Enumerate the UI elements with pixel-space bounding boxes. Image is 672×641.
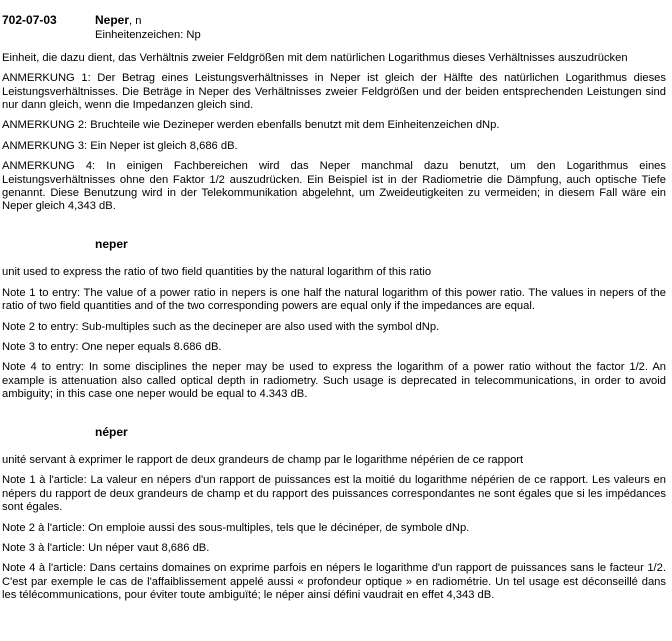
- note-en-1: Note 1 to entry: The value of a power ratio in nepers is one half the natural logarithm of this power ratio. The values in nepers of the ratio of two field quantities and of the two corresponding powers are equal only if the impedances are equal.: [2, 286, 666, 313]
- entry-term-de: Neper: [95, 13, 130, 27]
- note-en-2: Note 2 to entry: Sub-multiples such as the decineper are also used with the symbol dNp.: [2, 320, 440, 333]
- term-en: neper: [95, 236, 128, 251]
- entry-term-block: [95, 14, 201, 43]
- definition-de: Einheit, die dazu dient, das Verhältnis zweier Feldgrößen mit dem natürlichen Logarithmus dieses Verhältnisses auszudrücken: [2, 51, 628, 64]
- note-en-3: Note 3 to entry: One neper equals 8.686 dB.: [2, 340, 222, 353]
- note-en-4: Note 4 to entry: In some disciplines the neper may be used to express the logarithm of a power ratio without the factor 1/2. An example is attenuation also called optical depth in radiometry. Such usage is deprecated in telecommunications, in order to avoid ambiguity; in this case one neper would be equal to 4.343 dB.: [2, 361, 666, 401]
- definition-fr: unité servant à exprimer le rapport de deux grandeurs de champ par le logarithme népérien de ce rapport: [2, 453, 524, 466]
- entry-symbol: Einheitenzeichen: Np: [95, 29, 201, 42]
- entry-term-line: [95, 14, 201, 28]
- note-fr-3: Note 3 à l'article: Un néper vaut 8,686 dB.: [2, 541, 210, 554]
- note-de-4: ANMERKUNG 4: In einigen Fachbereichen wird das Neper manchmal dazu benutzt, um den Logarithmus eines Leistungsverhältnisses ohne den Faktor 1/2 auszudrücken. Ein Beispiel ist in der Radiometrie die Dämpfung, auch optische Tiefe genannt. Diese Benutzung wird in der Telekommunikation abgelehnt, um Zweideutigkeiten zu vermeiden; in diesem Fall wäre ein Neper gleich 4,343 dB.: [2, 160, 666, 213]
- entry-header: [2, 14, 666, 43]
- term-fr: néper: [95, 424, 128, 439]
- definition-en: unit used to express the ratio of two field quantities by the natural logarithm of this ratio: [2, 266, 432, 279]
- entry-term-suffix: , n: [129, 15, 142, 27]
- note-fr-1: Note 1 à l'article: La valeur en népers d'un rapport de puissances est la moitié du logarithme népérien de ce rapport. Les valeurs en népers du rapport de deux grandeurs de champ et du rapport des puissances correspondantes ne sont égales que si les impédances sont égales.: [2, 474, 666, 514]
- note-fr-2: Note 2 à l'article: On emploie aussi des sous-multiples, tels que le décinéper, de symbole dNp.: [2, 521, 470, 534]
- note-fr-4: Note 4 à l'article: Dans certains domaines on exprime parfois en népers le logarithme d'un rapport de puissances sans le facteur 1/2. C'est par exemple le cas de l'affaiblissement appelé aussi « profondeur optique » en radiométrie. Un tel usage est déconseillé dans les télécommunications, pour éviter toute ambiguïté; le néper ainsi défini vaudrait en effet 4,343 dB.: [2, 562, 666, 602]
- note-de-3: ANMERKUNG 3: Ein Neper ist gleich 8,686 dB.: [2, 139, 238, 152]
- entry-id: 702-07-03: [2, 13, 57, 27]
- note-de-1: ANMERKUNG 1: Der Betrag eines Leistungsverhältnisses in Neper ist gleich der Hälfte des natürlichen Logarithmus dieses Leistungsverhältnisses. Die Beträge in Neper des Verhältnisses zweier Feldgrößen und der beiden entsprechenden Leistungen sind nur dann gleich, wenn die Impedanzen gleich sind.: [2, 72, 666, 112]
- note-de-2: ANMERKUNG 2: Bruchteile wie Dezineper werden ebenfalls benutzt mit dem Einheitenzeichen dNp.: [2, 119, 500, 132]
